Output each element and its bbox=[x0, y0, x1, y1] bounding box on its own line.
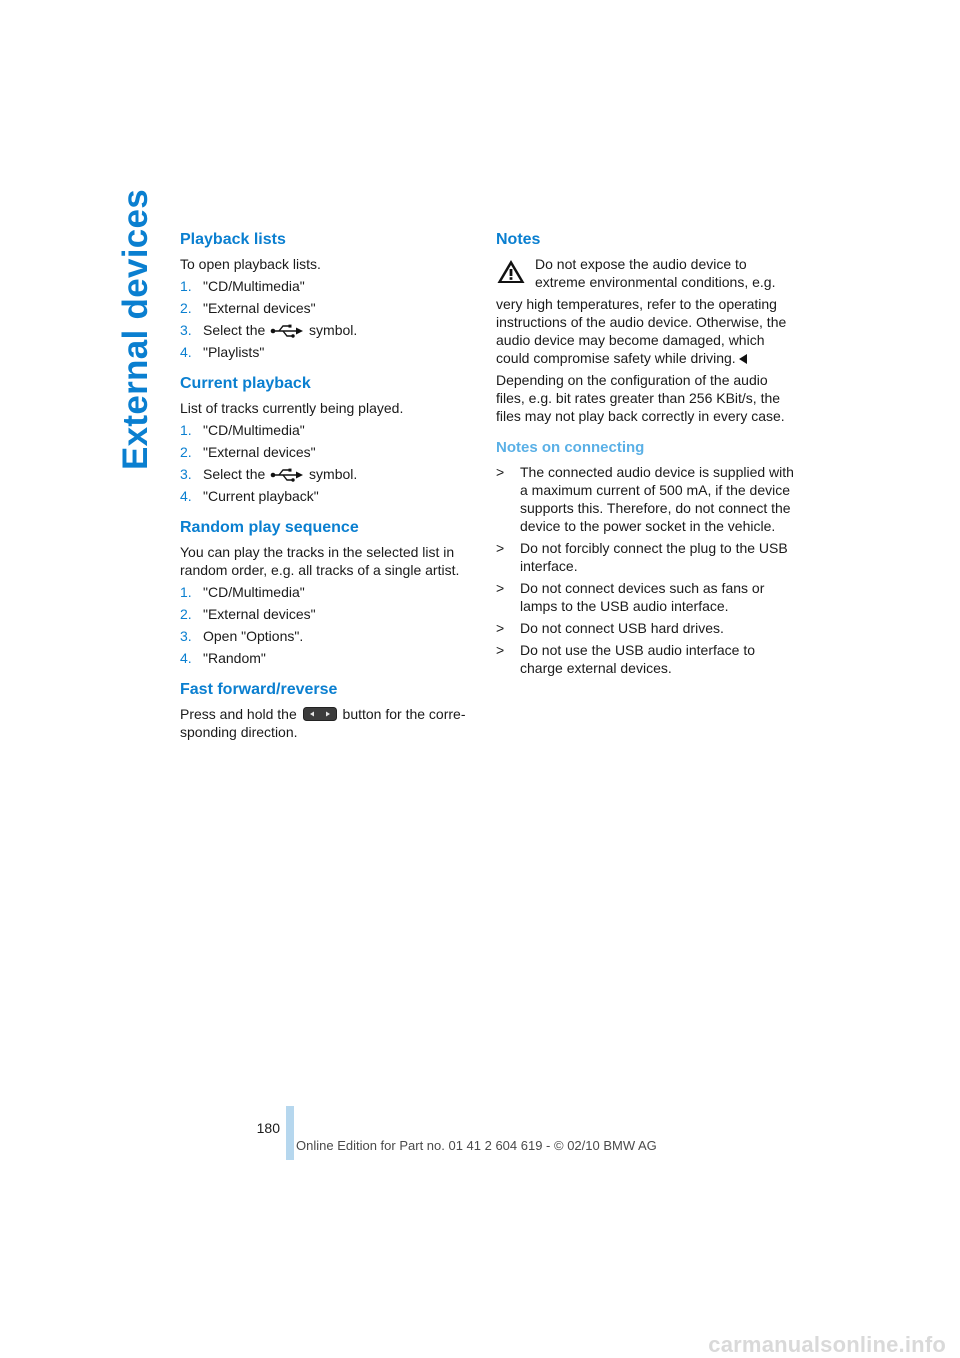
section-fast-forward bbox=[180, 680, 470, 741]
bullet-marker-icon: > bbox=[496, 580, 505, 596]
step-number: 3. bbox=[180, 322, 192, 338]
warning-rest bbox=[496, 295, 796, 367]
step-number: 2. bbox=[180, 444, 192, 460]
step-item bbox=[180, 649, 470, 667]
chapter-title-text: External devices bbox=[116, 188, 155, 470]
steps-current-playback bbox=[180, 421, 470, 505]
step-text: "Playlists" bbox=[203, 344, 265, 360]
step-text: "External devices" bbox=[203, 606, 316, 622]
step-text-after: symbol. bbox=[309, 466, 358, 482]
step-item bbox=[180, 299, 470, 317]
right-column bbox=[496, 230, 796, 690]
step-text: "External devices" bbox=[203, 444, 316, 460]
notes-paragraph: Depending on the configuration of the audio files, e.g. bit rates greater than 256 KBit/s, the files may not play back correctly in every case. bbox=[496, 372, 785, 424]
warning-triangle-icon bbox=[496, 258, 526, 285]
step-number: 1. bbox=[180, 278, 192, 294]
fast-forward-text-after: button for the corre-sponding direction. bbox=[180, 706, 466, 740]
intro-playback-lists: To open playback lists. bbox=[180, 256, 321, 272]
watermark: carmanualsonline.info bbox=[708, 1332, 946, 1357]
step-item bbox=[180, 627, 470, 645]
fast-forward-text-before: Press and hold the bbox=[180, 706, 297, 722]
section-notes bbox=[496, 230, 796, 425]
step-text: "CD/Multimedia" bbox=[203, 278, 305, 294]
step-number: 4. bbox=[180, 344, 192, 360]
step-item bbox=[180, 605, 470, 623]
fast-forward-text bbox=[180, 705, 470, 741]
bullet-text: The connected audio device is supplied with a maximum current of 500 mA, if the device supports this. Therefore, do not connect the device to the power socket in the vehicle. bbox=[520, 464, 794, 534]
step-text: "External devices" bbox=[203, 300, 316, 316]
step-number: 1. bbox=[180, 422, 192, 438]
warning-rest-text: very high temperatures, refer to the operating instructions of the audio device. Otherwise, the audio device may become damaged, which could compromise safety while driving. bbox=[496, 296, 787, 366]
list-item bbox=[496, 641, 796, 677]
step-text bbox=[203, 321, 357, 339]
step-item bbox=[180, 583, 470, 601]
seek-button-icon bbox=[303, 707, 337, 721]
heading-playback-lists: Playback lists bbox=[180, 231, 286, 248]
steps-playback-lists bbox=[180, 277, 470, 361]
step-number: 2. bbox=[180, 606, 192, 622]
usb-icon bbox=[270, 468, 304, 482]
left-column bbox=[180, 230, 470, 754]
section-playback-lists bbox=[180, 230, 470, 361]
step-text: "CD/Multimedia" bbox=[203, 584, 305, 600]
heading-current-playback: Current playback bbox=[180, 375, 311, 392]
step-text-before: Select the bbox=[203, 466, 266, 482]
bullet-marker-icon: > bbox=[496, 642, 505, 658]
step-text: "Current playback" bbox=[203, 488, 319, 504]
intro-current-playback: List of tracks currently being played. bbox=[180, 400, 404, 416]
intro-random-play: You can play the tracks in the selected list in random order, e.g. all tracks of a single artist. bbox=[180, 544, 460, 578]
step-text-after: symbol. bbox=[309, 322, 358, 338]
step-number: 3. bbox=[180, 628, 192, 644]
bullet-text: Do not connect USB hard drives. bbox=[520, 620, 724, 636]
connecting-bullet-list bbox=[496, 463, 796, 677]
steps-random-play bbox=[180, 583, 470, 667]
footer-accent-bar bbox=[286, 1106, 294, 1160]
section-random-play bbox=[180, 518, 470, 667]
step-text bbox=[203, 465, 357, 483]
bullet-text: Do not connect devices such as fans or lamps to the USB audio interface. bbox=[520, 580, 765, 614]
bullet-marker-icon: > bbox=[496, 620, 505, 636]
page-number: 180 bbox=[256, 1120, 280, 1136]
heading-notes: Notes bbox=[496, 231, 541, 248]
list-item bbox=[496, 463, 796, 535]
bullet-text: Do not forcibly connect the plug to the USB interface. bbox=[520, 540, 788, 574]
usb-icon bbox=[270, 324, 304, 338]
step-number: 4. bbox=[180, 488, 192, 504]
step-item bbox=[180, 421, 470, 439]
step-text: "Random" bbox=[203, 650, 266, 666]
step-item bbox=[180, 443, 470, 461]
step-number: 1. bbox=[180, 584, 192, 600]
step-number: 4. bbox=[180, 650, 192, 666]
step-item bbox=[180, 343, 470, 361]
section-notes-connecting bbox=[496, 438, 796, 677]
warning-first-lines: Do not expose the audio device to extreme environmental conditions, e.g. bbox=[535, 256, 776, 290]
list-item bbox=[496, 579, 796, 615]
step-number: 3. bbox=[180, 466, 192, 482]
footer-edition-text: Online Edition for Part no. 01 41 2 604 619 - © 02/10 BMW AG bbox=[296, 1138, 657, 1153]
end-mark-icon bbox=[739, 354, 747, 364]
chapter-side-title bbox=[112, 188, 156, 470]
step-item bbox=[180, 321, 470, 339]
step-item bbox=[180, 277, 470, 295]
step-text: "CD/Multimedia" bbox=[203, 422, 305, 438]
heading-notes-connecting: Notes on connecting bbox=[496, 439, 645, 456]
step-item bbox=[180, 465, 470, 483]
step-item bbox=[180, 487, 470, 505]
list-item bbox=[496, 539, 796, 575]
bullet-marker-icon: > bbox=[496, 540, 505, 556]
step-text: Open "Options". bbox=[203, 628, 304, 644]
list-item bbox=[496, 619, 796, 637]
step-text-before: Select the bbox=[203, 322, 266, 338]
heading-fast-forward: Fast forward/reverse bbox=[180, 681, 338, 698]
bullet-text: Do not use the USB audio interface to charge external devices. bbox=[520, 642, 756, 676]
section-current-playback bbox=[180, 374, 470, 505]
warning-block bbox=[496, 255, 796, 367]
step-number: 2. bbox=[180, 300, 192, 316]
bullet-marker-icon: > bbox=[496, 464, 505, 480]
heading-random-play: Random play sequence bbox=[180, 519, 359, 536]
